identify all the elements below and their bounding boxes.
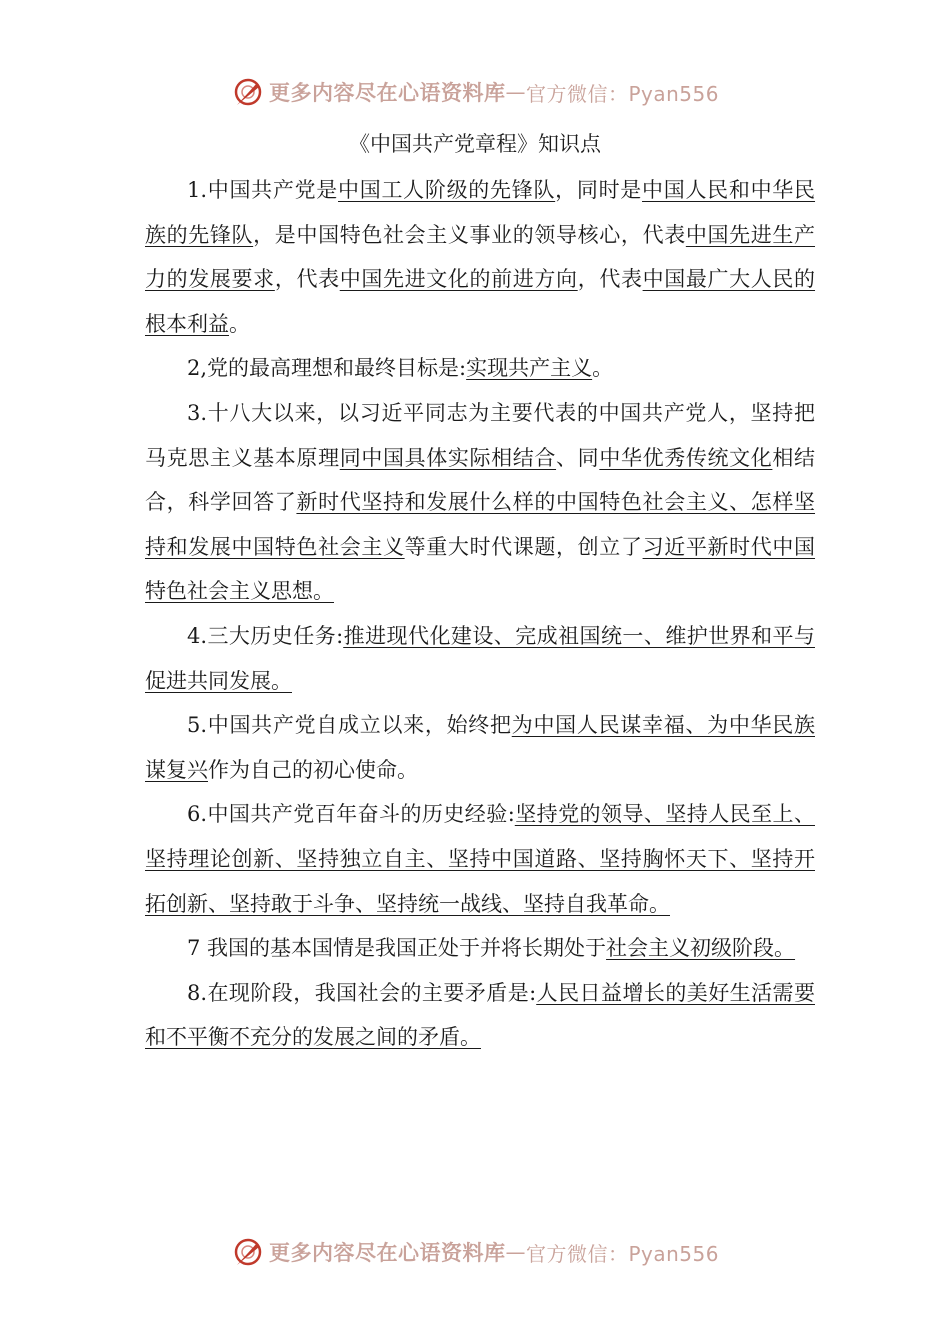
watermark-sub-text: 官方微信：Pyan556 (525, 81, 719, 106)
watermark-sub-text: 官方微信：Pyan556 (525, 1241, 719, 1266)
text-segment: ，代表 (577, 267, 643, 292)
text-segment: 。 (229, 311, 250, 336)
watermark-separator: — (505, 1240, 526, 1264)
knowledge-point (145, 926, 815, 971)
text-segment: ，同时是 (555, 178, 643, 202)
underlined-key-phrase: 新时代坚持和发展什么样的中国特色社会主义、怎样坚持和发展中国特色社会主义 (145, 490, 816, 559)
text-segment: 1.中国共产党是 (187, 178, 339, 202)
text-segment: 作为自己的初心使命。 (208, 757, 418, 782)
knowledge-point (145, 792, 815, 926)
watermark-main-text: 更多内容尽在心语资料库 (268, 81, 506, 105)
text-segment: 5.中国共产党自成立以来，始终把 (187, 713, 512, 738)
text-segment: 等重大时代课题，创立了 (404, 534, 643, 559)
watermark-header (0, 72, 950, 112)
document-body (145, 168, 815, 1060)
underlined-key-phrase: 中国先进文化的前进方向 (339, 267, 578, 292)
knowledge-point (145, 703, 815, 792)
underlined-key-phrase: 中国人民和中华民族的先锋队 (145, 178, 816, 247)
underlined-key-phrase: 中国先进生产力的发展要求 (145, 222, 816, 292)
underlined-key-phrase: 为中国人民谋幸福、为中华民族谋复兴 (145, 713, 815, 782)
text-segment: 7 我国的基本国情是我国正处于并将长期处于 (187, 936, 607, 961)
text-segment: 3.十八大以来，以习近平同志为主要代表的中国共产党人，坚持把马克思主义基本原理 (145, 400, 815, 470)
underlined-key-phrase: 人民日益增长的美好生活需要和不平衡不充分的发展之间的矛盾。 (145, 980, 815, 1050)
knowledge-point (145, 391, 815, 614)
knowledge-point (145, 971, 815, 1060)
watermark-separator: — (505, 80, 526, 104)
watermark-footer (0, 1232, 950, 1272)
text-segment: 4.三大历史任务: (187, 623, 344, 648)
underlined-key-phrase: 社会主义初级阶段。 (606, 936, 796, 961)
underlined-key-phrase: 坚持党的领导、坚持人民至上、坚持理论创新、坚持独立自主、坚持中国道路、坚持胸怀天下、坚持开拓创新、坚持敢于斗争、坚持统一战线、坚持自我革命。 (145, 802, 815, 916)
underlined-key-phrase: 同中国具体实际相结合 (339, 445, 557, 470)
underlined-key-phrase: 中国工人阶级的先锋队 (338, 178, 556, 202)
quill-seal-logo-icon (231, 1235, 265, 1269)
knowledge-point (145, 346, 815, 391)
underlined-key-phrase: 推进现代化建设、完成祖国统一、维护世界和平与促进共同发展。 (145, 623, 815, 693)
text-segment: ，是中国特色社会主义事业的领导核心，代表 (253, 222, 686, 247)
knowledge-point (145, 614, 815, 703)
watermark-main-text: 更多内容尽在心语资料库 (268, 1241, 506, 1265)
underlined-key-phrase: 习近平新时代中国特色社会主义思想。 (145, 534, 816, 604)
text-segment: 相结合，科学回答了 (145, 445, 816, 515)
text-segment: 。 (592, 356, 614, 381)
knowledge-point (145, 168, 815, 346)
underlined-key-phrase: 中国最广大人民的根本利益 (145, 267, 816, 336)
underlined-key-phrase: 中华优秀传统文化 (599, 445, 773, 470)
text-segment: 2,党的最高理想和最终目标是: (187, 356, 467, 381)
text-segment: 8.在现阶段，我国社会的主要矛盾是: (187, 980, 537, 1005)
text-segment: ，代表 (274, 267, 340, 292)
document-title: 《中国共产党章程》知识点 (349, 132, 601, 156)
underlined-key-phrase: 实现共产主义 (466, 356, 593, 381)
text-segment: 、同 (556, 445, 600, 470)
quill-seal-logo-icon (231, 75, 265, 109)
text-segment: 6.中国共产党百年奋斗的历史经验: (187, 802, 515, 827)
